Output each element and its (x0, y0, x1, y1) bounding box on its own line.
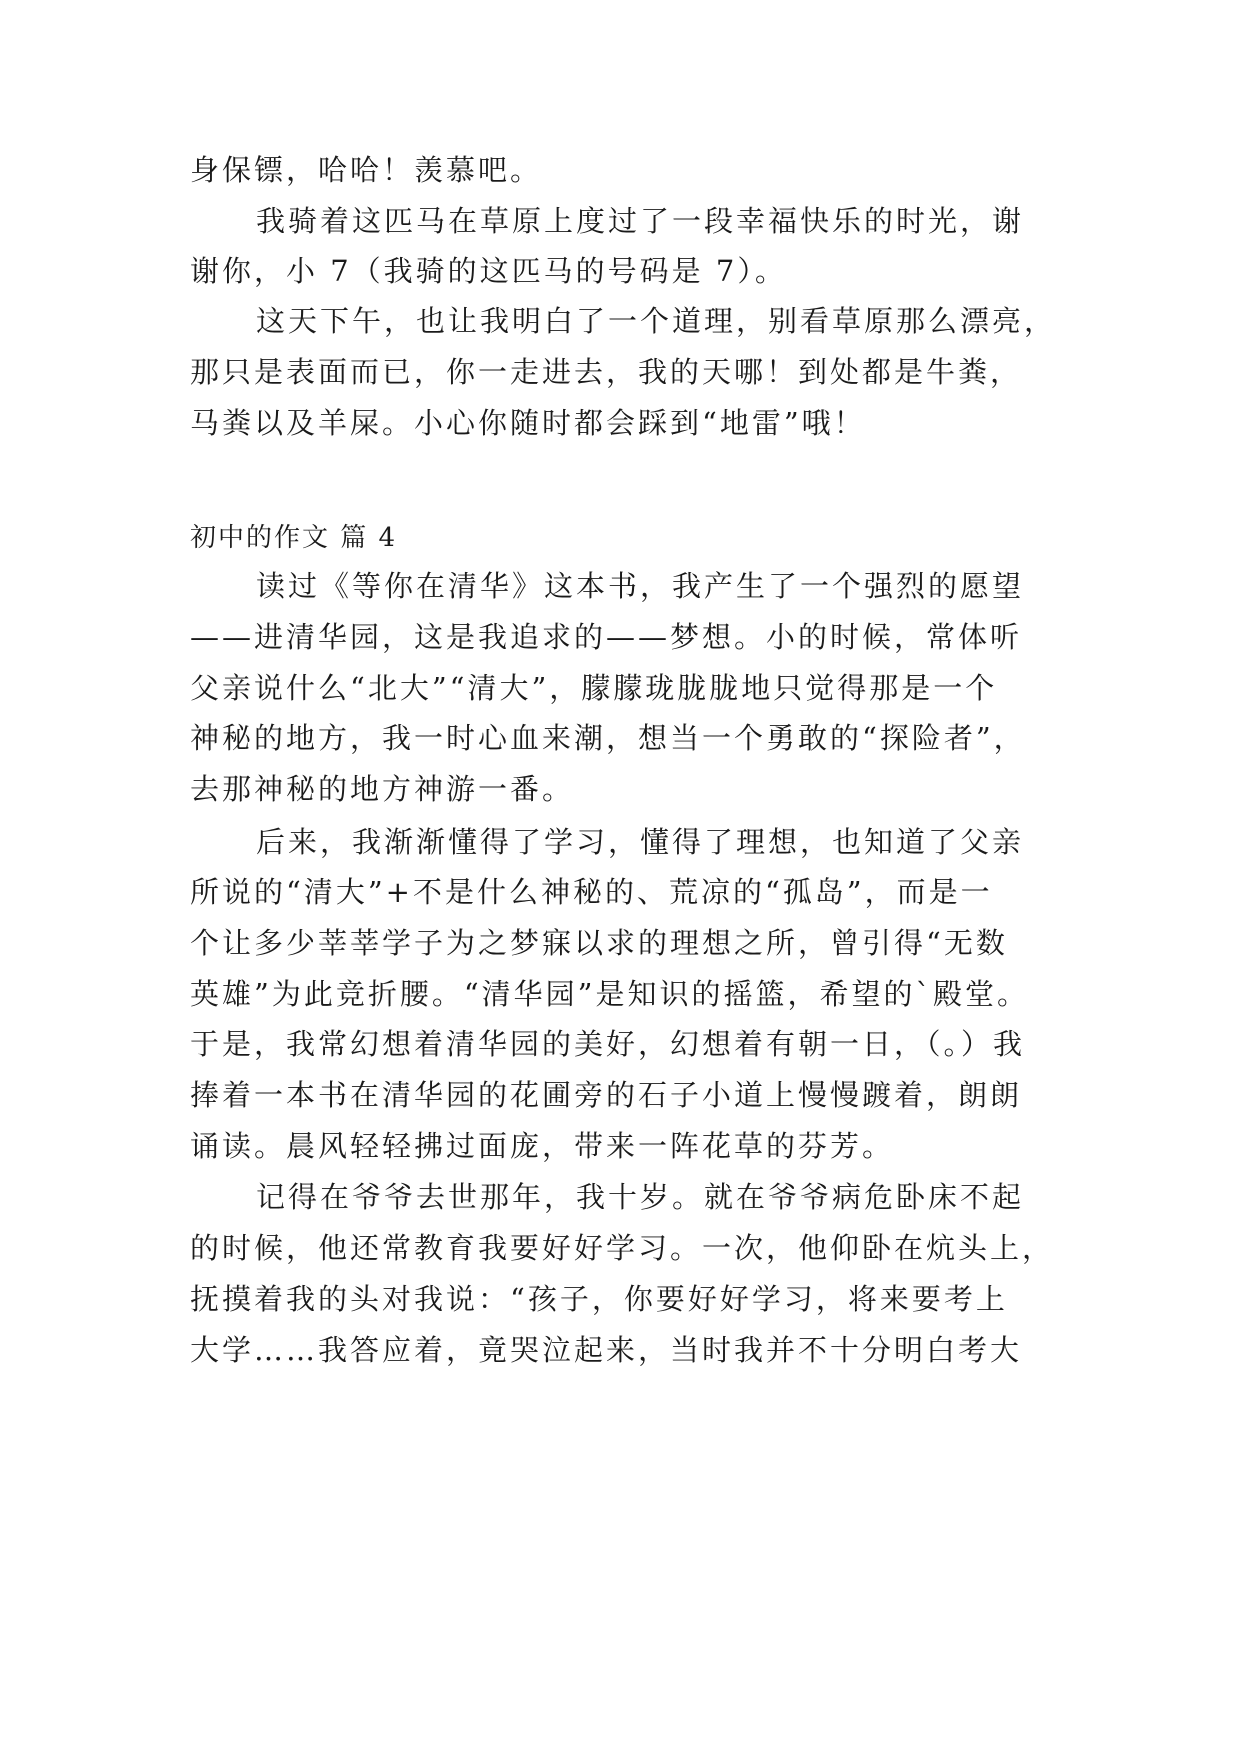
text-line: 诵读。晨风轻轻拂过面庞，带来一阵花草的芬芳。 (190, 1129, 895, 1163)
text-line: 于是，我常幻想着清华园的美好，幻想着有朝一日，（。）我 (190, 1027, 1026, 1061)
text-line: ——进清华园，这是我追求的——梦想。小的时候，常体听 (190, 620, 1023, 654)
text-line: 神秘的地方，我一时心血来潮，想当一个勇敢的“探险者”， (190, 721, 1026, 755)
text-line: 谢你，小 7（我骑的这匹马的号码是 7）。 (190, 254, 787, 288)
paragraph-start-line: 后来，我渐渐懂得了学习，懂得了理想，也知道了父亲 (256, 825, 1025, 859)
paragraph-start-line: 我骑着这匹马在草原上度过了一段幸福快乐的时光，谢 (256, 204, 1025, 238)
section-heading: 初中的作文 篇 4 (190, 523, 398, 553)
text-line: 捧着一本书在清华园的花圃旁的石子小道上慢慢踱着，朗朗 (190, 1078, 1023, 1112)
paragraph-start-line: 记得在爷爷去世那年，我十岁。就在爷爷病危卧床不起 (256, 1180, 1025, 1214)
text-line: 身保镖，哈哈！羡慕吧。 (190, 153, 543, 187)
text-line: 的时候，他还常教育我要好好学习。一次，他仰卧在炕头上， (190, 1231, 1055, 1265)
text-line: 马粪以及羊屎。小心你随时都会踩到“地雷”哦！ (190, 406, 866, 440)
text-line: 大学……我答应着，竟哭泣起来，当时我并不十分明白考大 (190, 1333, 1023, 1367)
text-line: 父亲说什么“北大”“清大”，朦朦珑胧胧地只觉得那是一个 (190, 671, 998, 705)
text-line: 那只是表面而已，你一走进去，我的天哪！到处都是牛粪， (190, 355, 1023, 389)
text-line: 所说的“清大”+不是什么神秘的、荒凉的“孤岛”，而是一 (190, 875, 993, 909)
paragraph-start-line: 这天下午，也让我明白了一个道理，别看草原那么漂亮， (256, 304, 1057, 338)
text-line: 去那神秘的地方神游一番。 (190, 772, 575, 806)
paragraph-start-line: 读过《等你在清华》这本书，我产生了一个强烈的愿望 (256, 569, 1025, 603)
text-line: 个让多少莘莘学子为之梦寐以求的理想之所，曾引得“无数 (190, 926, 1008, 960)
text-line: 抚摸着我的头对我说：“孩子，你要好好学习，将来要考上 (190, 1282, 1008, 1316)
text-line: 英雄”为此竞折腰。“清华园”是知识的摇篮，希望的`殿堂。 (190, 977, 1029, 1011)
